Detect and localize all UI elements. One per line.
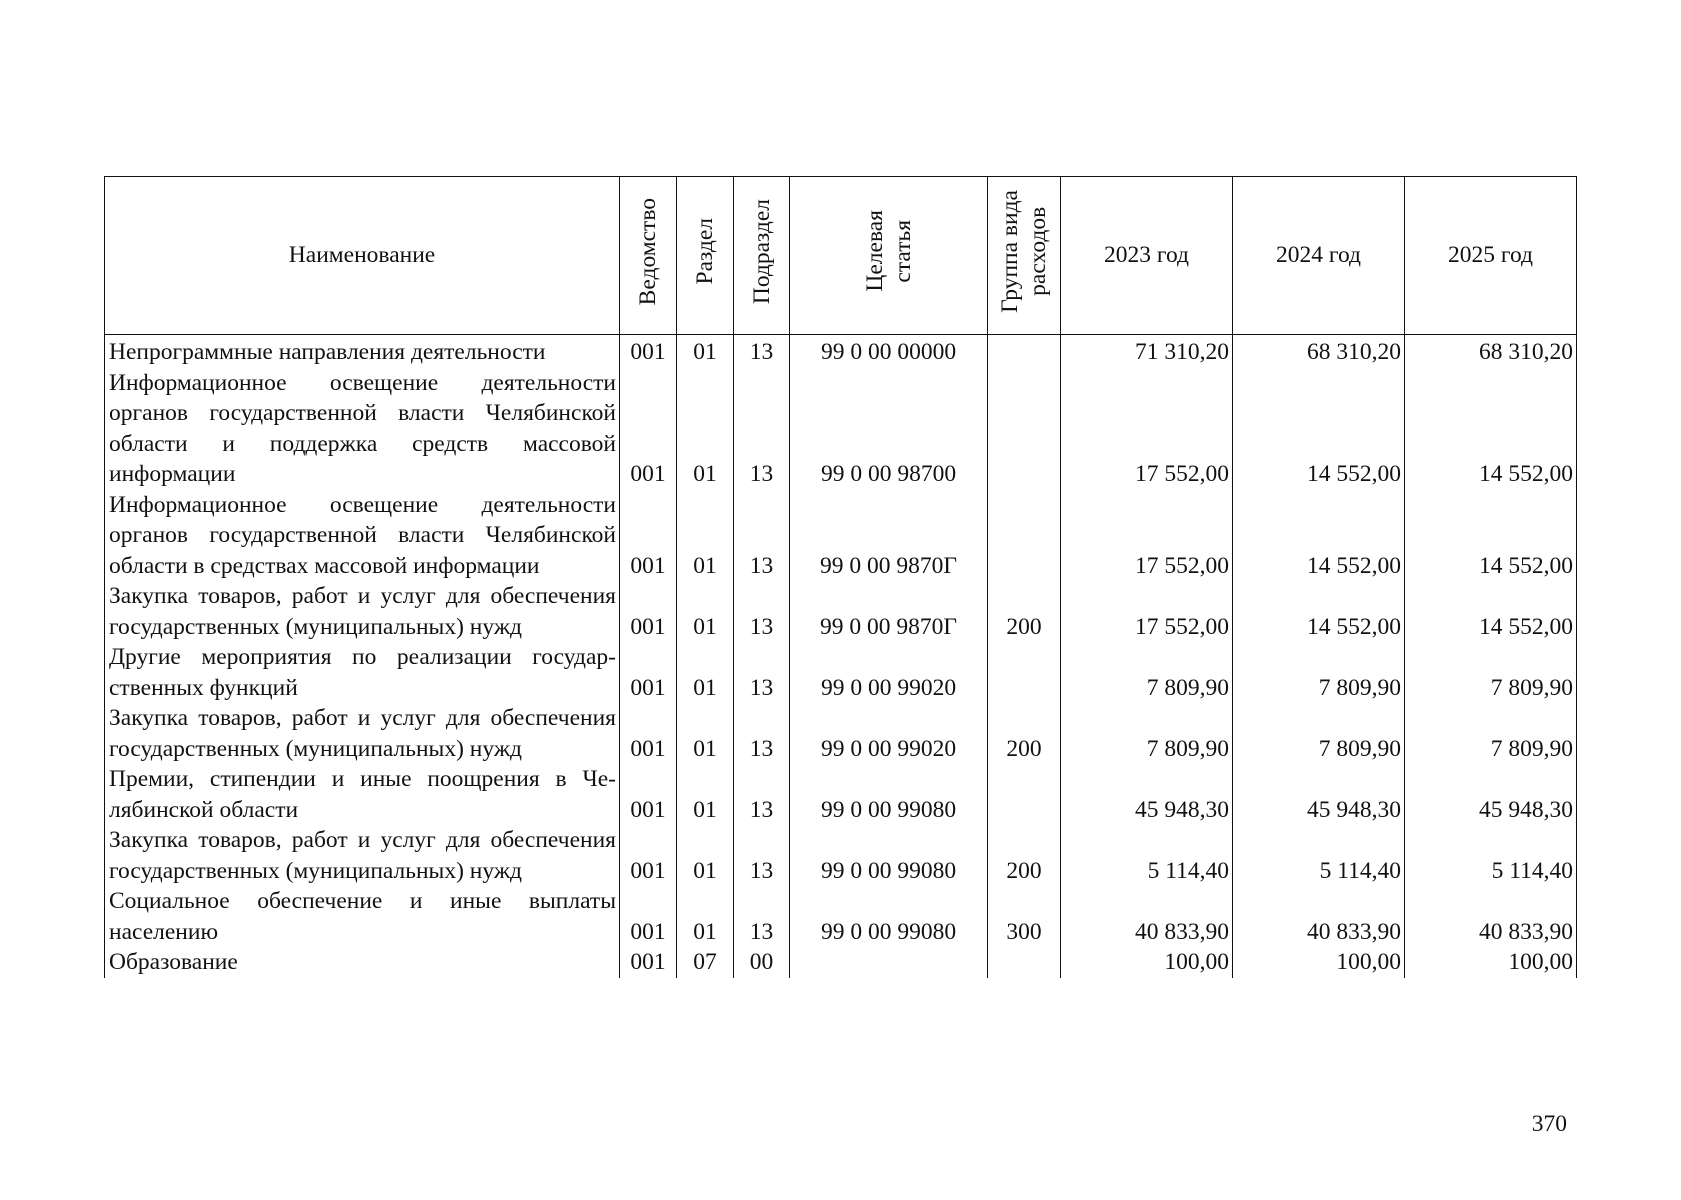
- row-year-2023: 100,00: [1061, 947, 1233, 978]
- row-year-2024: 68 310,20: [1233, 335, 1405, 368]
- row-name: Закупка товаров, работ и услуг для обеспечения государственных (муниципальных) нужд: [105, 581, 620, 642]
- row-year-2025: 14 552,00: [1405, 368, 1577, 490]
- row-department: 001: [620, 581, 677, 642]
- row-target-article: 99 0 00 9870Г: [790, 490, 988, 582]
- row-subsection: 13: [734, 886, 790, 947]
- row-year-2024: 14 552,00: [1233, 368, 1405, 490]
- row-department: 001: [620, 642, 677, 703]
- row-year-2025: 45 948,30: [1405, 764, 1577, 825]
- header-year-2025: 2025 год: [1405, 177, 1577, 335]
- row-expense-group: 200: [988, 703, 1061, 764]
- row-name: Информационное освещение деятельности органов государственной власти Челябинской области и поддержка средств массовой информации: [105, 368, 620, 490]
- row-year-2024: 40 833,90: [1233, 886, 1405, 947]
- header-year-2024: 2024 год: [1233, 177, 1405, 335]
- table-row: [105, 947, 1577, 978]
- row-expense-group: [988, 642, 1061, 703]
- row-name: Закупка товаров, работ и услуг для обеспечения государственных (муниципальных) нужд: [105, 703, 620, 764]
- table-row: [105, 368, 1577, 490]
- row-expense-group: [988, 947, 1061, 978]
- table-row: [105, 886, 1577, 947]
- row-year-2023: 40 833,90: [1061, 886, 1233, 947]
- row-section: 01: [677, 886, 734, 947]
- row-target-article: 99 0 00 99020: [790, 642, 988, 703]
- table-row: [105, 703, 1577, 764]
- header-year-2023: 2023 год: [1061, 177, 1233, 335]
- header-target-article: Целевая статья: [790, 177, 988, 335]
- row-department: 001: [620, 947, 677, 978]
- row-year-2024: 100,00: [1233, 947, 1405, 978]
- row-year-2025: 7 809,90: [1405, 642, 1577, 703]
- row-section: 01: [677, 825, 734, 886]
- row-target-article: 99 0 00 99080: [790, 825, 988, 886]
- row-year-2025: 7 809,90: [1405, 703, 1577, 764]
- row-section: 01: [677, 703, 734, 764]
- row-expense-group: [988, 764, 1061, 825]
- table-row: [105, 581, 1577, 642]
- row-name: Непрограммные направления деятельности: [105, 335, 620, 368]
- row-name: Премии, стипендии и иные поощрения в Челябинской области: [105, 764, 620, 825]
- row-target-article: 99 0 00 99080: [790, 886, 988, 947]
- row-year-2024: 5 114,40: [1233, 825, 1405, 886]
- row-section: 01: [677, 764, 734, 825]
- row-target-article: 99 0 00 99020: [790, 703, 988, 764]
- row-year-2025: 14 552,00: [1405, 581, 1577, 642]
- budget-table: [104, 176, 1577, 978]
- row-target-article: 99 0 00 99080: [790, 764, 988, 825]
- row-name: Социальное обеспечение и иные выплаты населению: [105, 886, 620, 947]
- row-subsection: 13: [734, 490, 790, 582]
- row-target-article: [790, 947, 988, 978]
- table-row: [105, 642, 1577, 703]
- row-target-article: 99 0 00 98700: [790, 368, 988, 490]
- table-row: [105, 764, 1577, 825]
- row-department: 001: [620, 490, 677, 582]
- header-subsection: Подраздел: [734, 177, 790, 335]
- row-name: Информационное освещение деятельности органов государственной власти Челябинской области в средствах массовой информации: [105, 490, 620, 582]
- row-year-2023: 17 552,00: [1061, 368, 1233, 490]
- row-department: 001: [620, 825, 677, 886]
- row-expense-group: 200: [988, 825, 1061, 886]
- row-subsection: 00: [734, 947, 790, 978]
- row-year-2025: 5 114,40: [1405, 825, 1577, 886]
- row-year-2025: 14 552,00: [1405, 490, 1577, 582]
- row-year-2023: 45 948,30: [1061, 764, 1233, 825]
- row-year-2024: 7 809,90: [1233, 703, 1405, 764]
- table-row: [105, 335, 1577, 368]
- row-year-2024: 45 948,30: [1233, 764, 1405, 825]
- row-expense-group: [988, 335, 1061, 368]
- row-year-2024: 14 552,00: [1233, 490, 1405, 582]
- row-section: 01: [677, 642, 734, 703]
- row-year-2025: 68 310,20: [1405, 335, 1577, 368]
- page-number: 370: [1531, 1111, 1567, 1137]
- row-name: Образование: [105, 947, 620, 978]
- row-section: 01: [677, 490, 734, 582]
- row-department: 001: [620, 886, 677, 947]
- row-target-article: 99 0 00 9870Г: [790, 581, 988, 642]
- row-year-2023: 7 809,90: [1061, 642, 1233, 703]
- row-department: 001: [620, 335, 677, 368]
- row-year-2023: 71 310,20: [1061, 335, 1233, 368]
- row-section: 01: [677, 368, 734, 490]
- row-subsection: 13: [734, 703, 790, 764]
- row-subsection: 13: [734, 581, 790, 642]
- table-row: [105, 490, 1577, 582]
- row-subsection: 13: [734, 335, 790, 368]
- table-row: [105, 825, 1577, 886]
- table-body: [105, 335, 1577, 978]
- row-subsection: 13: [734, 825, 790, 886]
- row-department: 001: [620, 764, 677, 825]
- row-year-2024: 14 552,00: [1233, 581, 1405, 642]
- row-name: Другие мероприятия по реализации государственных функций: [105, 642, 620, 703]
- header-department: Ведомство: [620, 177, 677, 335]
- row-section: 07: [677, 947, 734, 978]
- header-section: Раздел: [677, 177, 734, 335]
- row-expense-group: 300: [988, 886, 1061, 947]
- row-expense-group: [988, 368, 1061, 490]
- row-section: 01: [677, 335, 734, 368]
- row-target-article: 99 0 00 00000: [790, 335, 988, 368]
- header-name: Наименование: [105, 177, 620, 335]
- row-year-2023: 17 552,00: [1061, 490, 1233, 582]
- row-department: 001: [620, 703, 677, 764]
- row-expense-group: [988, 490, 1061, 582]
- table-header-row: [105, 177, 1577, 335]
- row-subsection: 13: [734, 368, 790, 490]
- row-subsection: 13: [734, 642, 790, 703]
- row-subsection: 13: [734, 764, 790, 825]
- row-year-2025: 40 833,90: [1405, 886, 1577, 947]
- row-department: 001: [620, 368, 677, 490]
- row-year-2023: 5 114,40: [1061, 825, 1233, 886]
- row-year-2023: 7 809,90: [1061, 703, 1233, 764]
- row-name: Закупка товаров, работ и услуг для обеспечения государственных (муниципальных) нужд: [105, 825, 620, 886]
- row-year-2024: 7 809,90: [1233, 642, 1405, 703]
- header-expense-group: Группа вида расходов: [988, 177, 1061, 335]
- row-expense-group: 200: [988, 581, 1061, 642]
- row-year-2025: 100,00: [1405, 947, 1577, 978]
- row-year-2023: 17 552,00: [1061, 581, 1233, 642]
- row-section: 01: [677, 581, 734, 642]
